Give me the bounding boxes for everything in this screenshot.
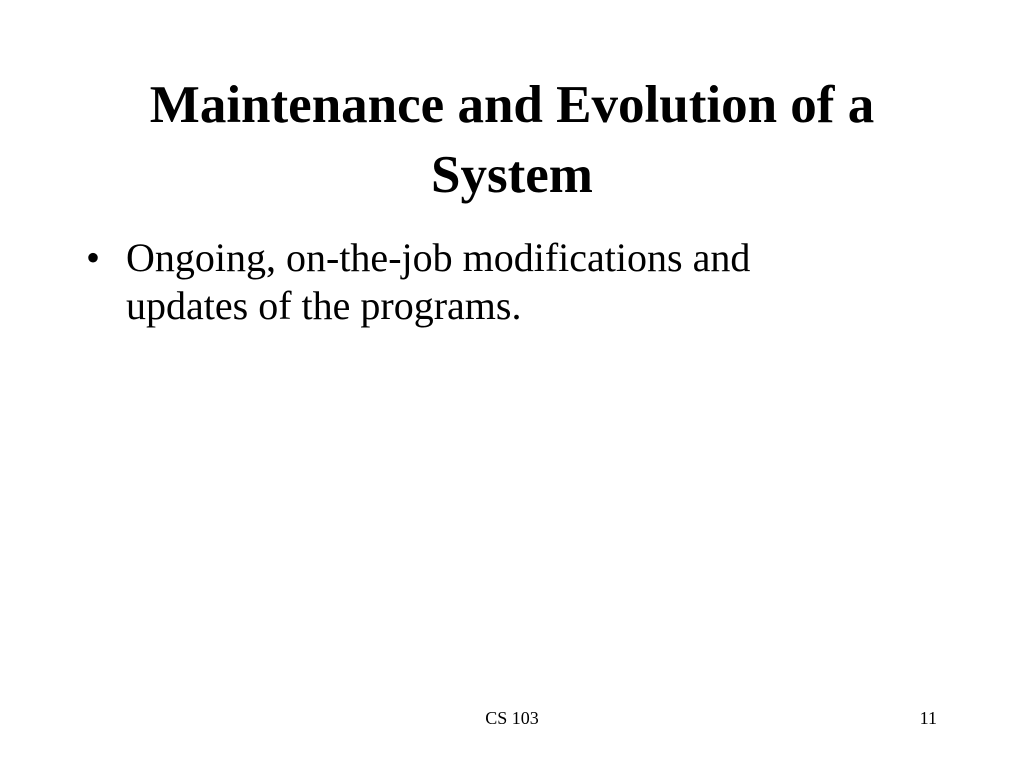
slide-number: 11 [919,708,937,728]
bullet-line: Ongoing, on-the-job modifications and [126,235,751,280]
bullet-icon: • [86,235,101,280]
bullet-list [86,234,906,330]
bullet-item [86,234,906,330]
slide-title [80,70,944,210]
bullet-line: updates of the programs. [126,283,522,328]
slide-title-text: Maintenance and Evolution of a System [149,76,875,204]
slide-footer: CS 103 [485,708,539,728]
